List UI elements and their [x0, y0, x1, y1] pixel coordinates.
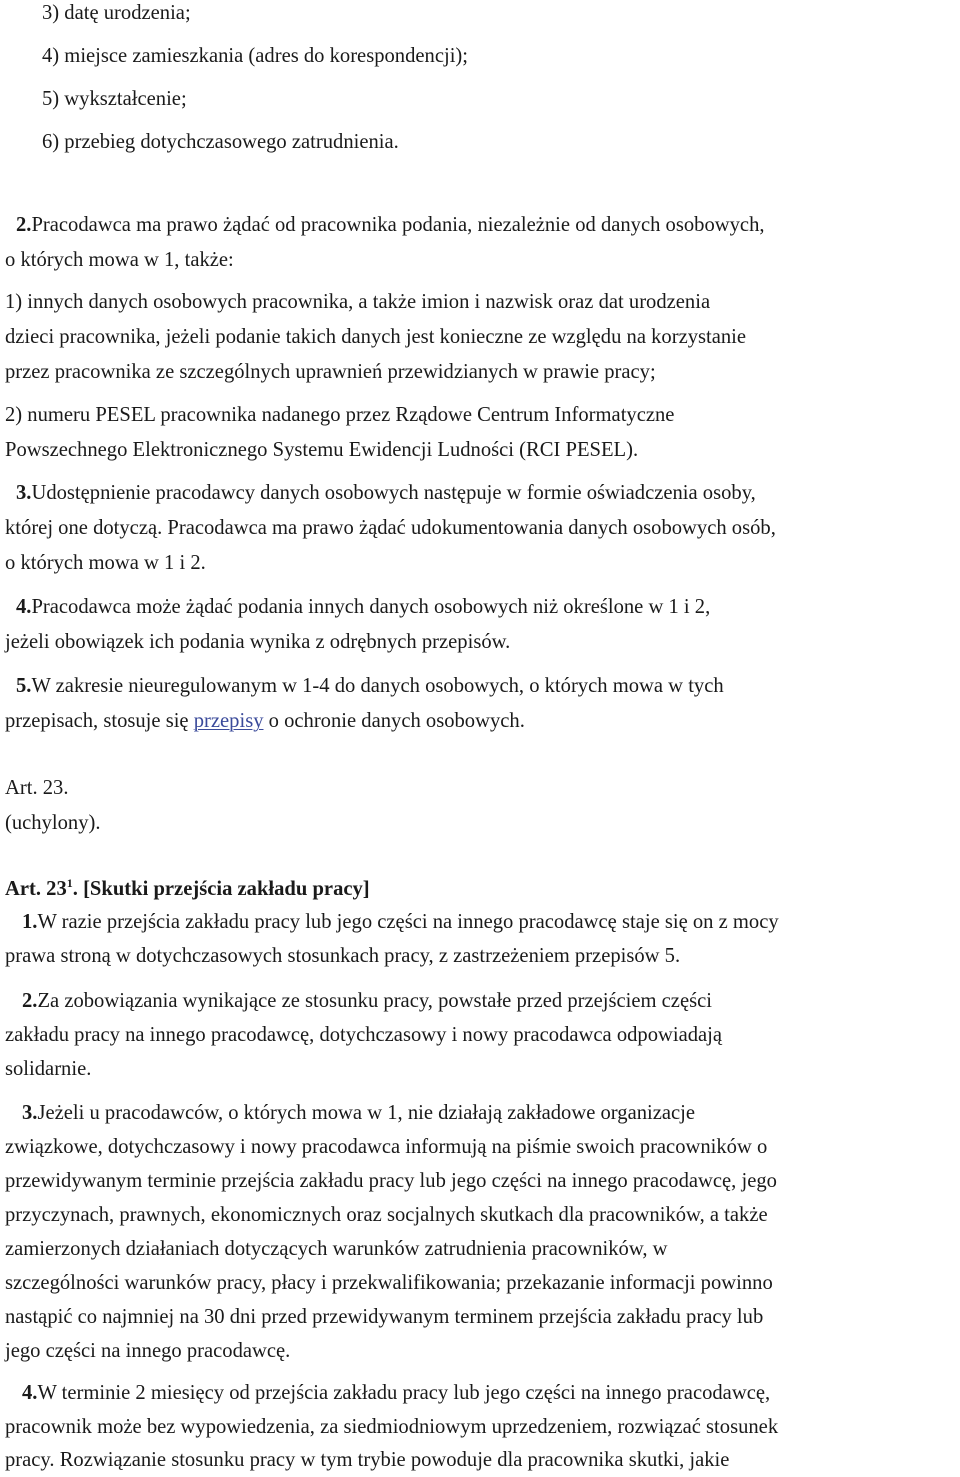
paragraph-text: Za zobowiązania wynikające ze stosunku pracy, powstałe przed przejściem części — [37, 990, 712, 1012]
paragraph-number: 4. — [16, 596, 32, 618]
paragraph-number: 1. — [22, 911, 38, 933]
art23-1-par4-line-1 — [22, 1383, 770, 1404]
paragraph-number: 3. — [22, 1102, 38, 1124]
list-item-5: 5) wykształcenie; — [42, 88, 187, 110]
paragraph-number: 2. — [16, 214, 32, 236]
art23-1-par3-line-4: przyczynach, prawnych, ekonomicznych oraz socjalnych skutkach dla pracowników, a także — [5, 1204, 768, 1226]
paragraph-4-line-1 — [16, 597, 710, 618]
paragraph-number: 5. — [16, 675, 32, 697]
article-23-status: (uchylony). — [5, 812, 101, 834]
art23-1-par3-line-5: zamierzonych działaniach dotyczących warunków zatrudnienia pracowników, w — [5, 1238, 668, 1260]
paragraph-4-line-2: jeżeli obowiązek ich podania wynika z odrębnych przepisów. — [5, 631, 511, 653]
point-1-line-2: dzieci pracownika, jeżeli podanie takich danych jest konieczne ze względu na korzystanie — [5, 326, 747, 348]
paragraph-text: Pracodawca ma prawo żądać od pracownika podania, niezależnie od danych osobowych, — [31, 214, 765, 236]
art23-1-par3-line-6: szczególności warunków pracy, płacy i przekwalifikowania; przekazanie informacji powinno — [5, 1272, 773, 1294]
list-item-6: 6) przebieg dotychczasowego zatrudnienia. — [42, 131, 399, 153]
point-2-line-2: Powszechnego Elektronicznego Systemu Ewidencji Ludności (RCI PESEL). — [5, 439, 639, 461]
paragraph-3-line-1 — [16, 483, 756, 504]
art23-1-par4-line-2: pracownik może bez wypowiedzenia, za siedmiodniowym uprzedzeniem, rozwiązać stosunek — [5, 1416, 779, 1438]
art23-1-par2-line-1 — [22, 991, 712, 1012]
art23-1-par3-line-7: nastąpić co najmniej na 30 dni przed przewidywanym terminem przejścia zakładu pracy lub — [5, 1306, 764, 1328]
point-1-line-3: przez pracownika ze szczególnych uprawnień przewidzianych w prawie pracy; — [5, 361, 656, 383]
art23-1-par2-line-2: zakładu pracy na innego pracodawcę, dotychczasowy i nowy pracodawca odpowiadają — [5, 1024, 723, 1046]
article-23-title: Art. 23. — [5, 777, 69, 799]
paragraph-text: W terminie 2 miesięcy od przejścia zakładu pracy lub jego części na innego pracodawcę, — [37, 1382, 771, 1404]
point-2-line-1: 2) numeru PESEL pracownika nadanego przez Rządowe Centrum Informatyczne — [5, 404, 675, 426]
przepisy-link[interactable]: przepisy — [193, 710, 264, 732]
art23-1-par3-line-8: jego części na innego pracodawcę. — [5, 1340, 291, 1362]
paragraph-2-line-1 — [16, 215, 765, 236]
list-item-3: 3) datę urodzenia; — [42, 2, 191, 24]
paragraph-text: o ochronie danych osobowych. — [263, 710, 525, 732]
art23-1-par2-line-3: solidarnie. — [5, 1058, 92, 1080]
art23-1-par4-line-3: pracy. Rozwiązanie stosunku pracy w tym trybie powoduje dla pracownika skutki, jakie — [5, 1449, 730, 1471]
art23-1-par1-line-1 — [22, 912, 779, 933]
paragraph-text: W razie przejścia zakładu pracy lub jego części na innego pracodawcę staje się on z mocy — [37, 911, 779, 933]
art23-1-par3-line-1 — [22, 1103, 695, 1124]
paragraph-2-line-2: o których mowa w 1, także: — [5, 249, 234, 271]
paragraph-5-line-1 — [16, 676, 724, 697]
paragraph-number: 4. — [22, 1382, 38, 1404]
article-23-1-title: Art. $23^1$. [Skutki przejścia zakładu pracy] — [5, 876, 370, 900]
paragraph-3-line-3: o których mowa w 1 i 2. — [5, 552, 206, 574]
paragraph-text: przepisach, stosuje się — [5, 710, 194, 732]
art23-1-par3-line-3: przewidywanym terminie przejścia zakładu pracy lub jego części na innego pracodawcę, jego — [5, 1170, 777, 1192]
paragraph-number: 3. — [16, 482, 32, 504]
paragraph-3-line-2: której one dotyczą. Pracodawca ma prawo żądać udokumentowania danych osobowych osób, — [5, 517, 776, 539]
paragraph-text: Jeżeli u pracodawców, o których mowa w 1, nie działają zakładowe organizacje — [37, 1102, 696, 1124]
art23-1-par3-line-2: związkowe, dotychczasowy i nowy pracodawca informują na piśmie swoich pracowników o — [5, 1136, 768, 1158]
paragraph-text: Udostępnienie pracodawcy danych osobowych następuje w formie oświadczenia osoby, — [31, 482, 756, 504]
paragraph-text: W zakresie nieuregulowanym w 1-4 do danych osobowych, o których mowa w tych — [31, 675, 724, 697]
art23-1-par1-line-2: prawa stroną w dotychczasowych stosunkach pracy, z zastrzeżeniem przepisów 5. — [5, 945, 681, 967]
paragraph-text: Pracodawca może żądać podania innych danych osobowych niż określone w 1 i 2, — [31, 596, 711, 618]
list-item-4: 4) miejsce zamieszkania (adres do korespondencji); — [42, 45, 469, 67]
paragraph-number: 2. — [22, 990, 38, 1012]
point-1-line-1: 1) innych danych osobowych pracownika, a także imion i nazwisk oraz dat urodzenia — [5, 291, 711, 313]
paragraph-5-line-2 — [5, 711, 525, 732]
